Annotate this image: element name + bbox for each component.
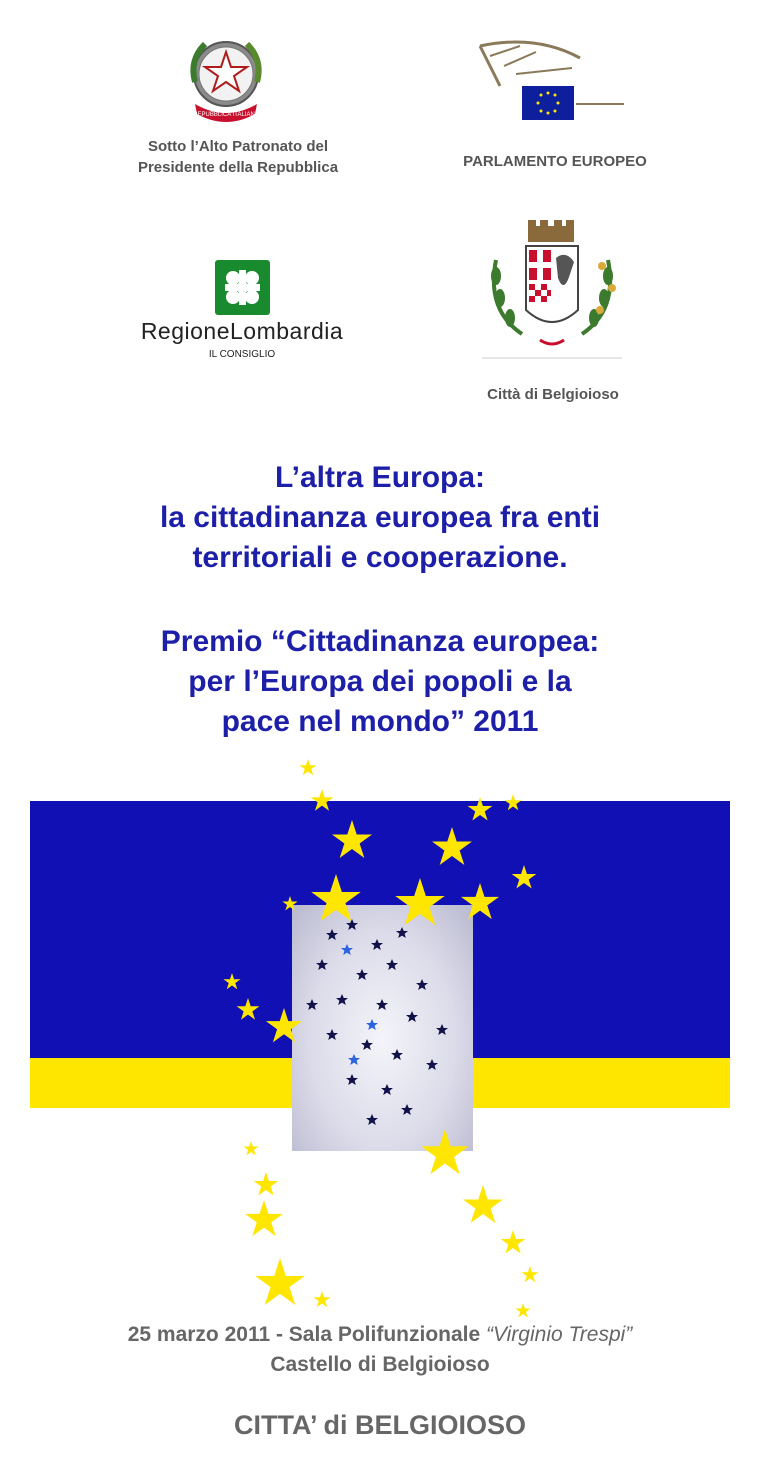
region-name: RegioneLombardia	[140, 318, 344, 344]
organizer-footer: CITTA’ di BELGIOIOSO	[233, 1410, 527, 1440]
title-line-1: L’altra Europa:	[274, 461, 486, 494]
city-caption: Città di Belgioioso	[487, 386, 619, 403]
title-line-2: la cittadinanza europea fra enti	[159, 501, 601, 534]
event-date-place	[0, 1323, 760, 1347]
parliament-caption: PARLAMENTO EUROPEO	[463, 153, 647, 170]
award-line-3: pace nel mondo” 2011	[221, 705, 539, 738]
event-location: Castello di Belgioioso	[270, 1353, 490, 1376]
patronage-line-1: Sotto l’Alto Patronato del	[148, 138, 328, 155]
event-venue-name: “Virginio Trespi”	[486, 1323, 633, 1346]
event-date: 25 marzo 2011 - Sala Polifunzionale	[127, 1323, 487, 1346]
title-line-3: territoriali e cooperazione.	[192, 541, 568, 574]
patronage-line-2: Presidente della Repubblica	[137, 159, 339, 176]
emblem-seal-text: REPUBBLICA ITALIANA	[193, 112, 259, 118]
award-line-2: per l’Europa dei popoli e la	[188, 665, 572, 698]
region-sub: IL CONSIGLIO	[208, 349, 276, 360]
award-line-1: Premio “Cittadinanza europea:	[160, 625, 600, 658]
